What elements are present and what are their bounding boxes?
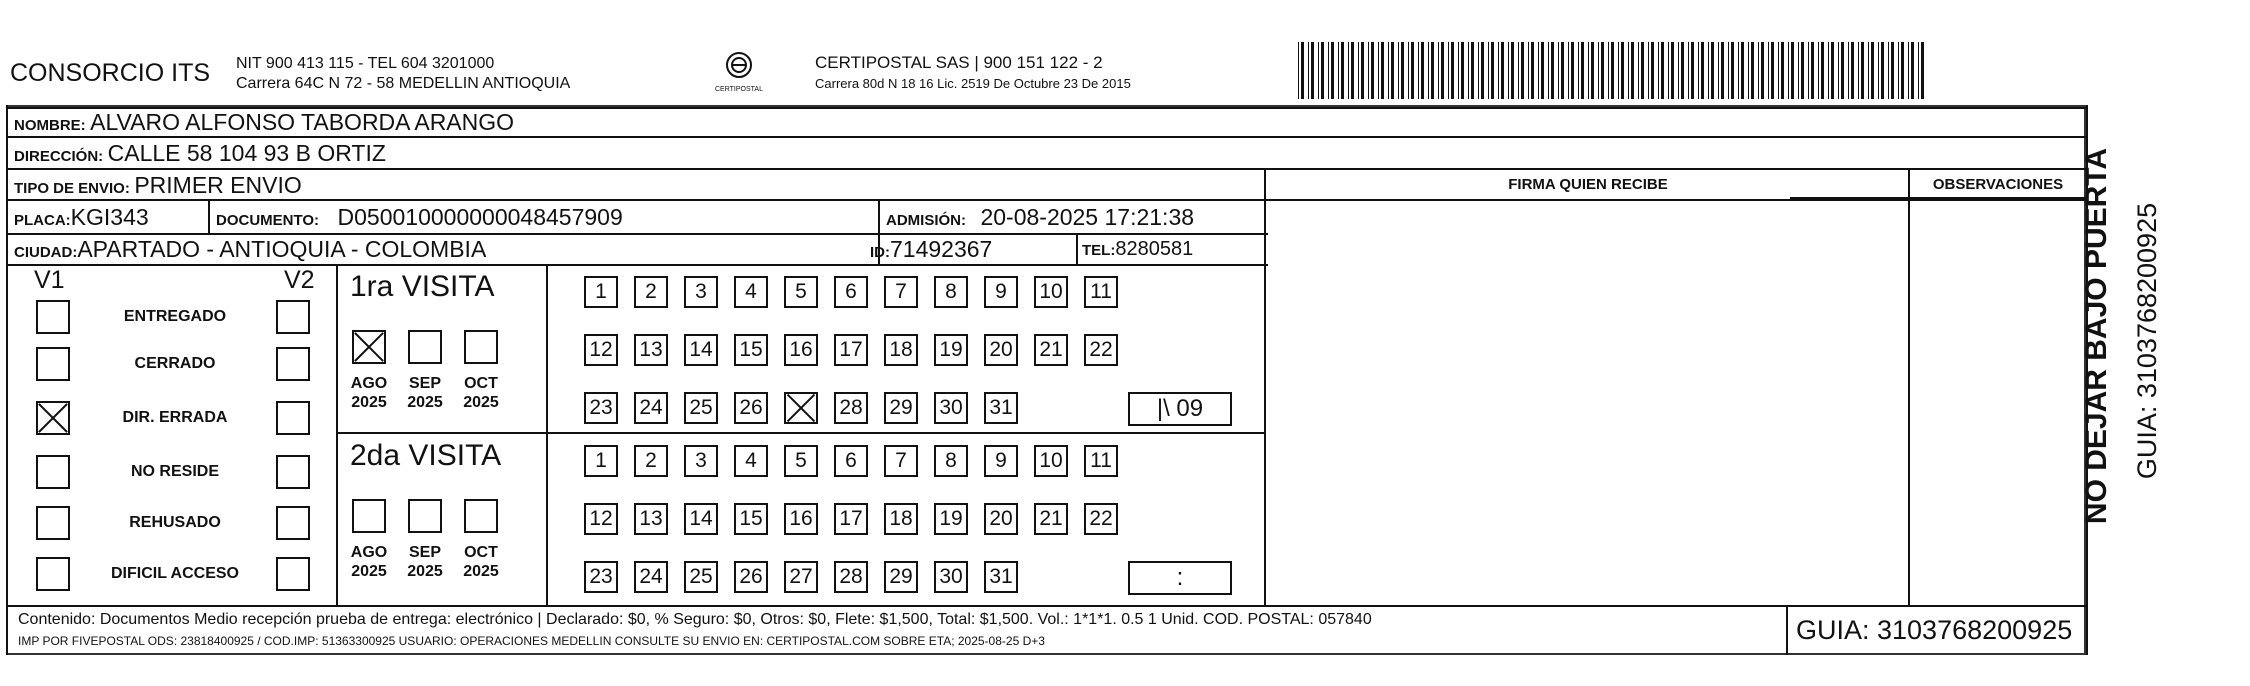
month-name: AGO	[350, 544, 388, 561]
day-box[interactable]: 25	[684, 561, 718, 593]
day-box[interactable]: 1	[584, 445, 618, 477]
month-name: OCT	[464, 544, 498, 561]
admision-field	[886, 204, 1194, 231]
documento-value: D050010000000048457909	[337, 204, 623, 230]
month-name: SEP	[408, 375, 441, 392]
col-divider	[1076, 233, 1078, 264]
day-box[interactable]: 7	[884, 276, 918, 308]
company-name: CONSORCIO ITS	[10, 59, 211, 87]
day-box[interactable]: 7	[884, 445, 918, 477]
barcode-graphic	[1298, 42, 1936, 99]
col-divider	[1264, 168, 1266, 605]
day-box[interactable]: 9	[984, 445, 1018, 477]
col-divider	[546, 264, 548, 605]
day-box[interactable]: 17	[834, 334, 868, 366]
day-box[interactable]: 11	[1084, 445, 1118, 477]
day-box[interactable]: 3	[684, 445, 718, 477]
tipo-envio-value: PRIMER ENVIO	[134, 172, 302, 198]
status-label: DIR. ERRADA	[122, 409, 228, 426]
day-box[interactable]: 26	[734, 561, 768, 593]
day-box[interactable]: 15	[734, 334, 768, 366]
day-box[interactable]: 24	[634, 561, 668, 593]
month-label	[400, 374, 450, 412]
tel-label: TEL:	[1082, 242, 1116, 259]
tel-field	[1082, 238, 1193, 261]
v2-checkbox[interactable]	[276, 347, 310, 381]
v1-checkbox[interactable]	[36, 506, 70, 540]
documento-field	[216, 204, 623, 231]
status-label: CERRADO	[134, 355, 216, 372]
v2-checkbox[interactable]	[276, 557, 310, 591]
month-year: 2025	[407, 563, 443, 580]
id-field	[870, 236, 992, 263]
side-guia: GUIA: 3103768200925	[2132, 202, 2162, 480]
month-label	[344, 543, 394, 581]
day-box[interactable]: 27	[784, 561, 818, 593]
day-box[interactable]: 30	[934, 392, 968, 424]
status-label: ENTREGADO	[123, 308, 227, 325]
id-value: 71492367	[890, 236, 993, 262]
time-box[interactable]: :	[1128, 561, 1232, 595]
day-box[interactable]: 15	[734, 503, 768, 535]
certipostal-line: CERTIPOSTAL SAS | 900 151 122 - 2	[815, 53, 1103, 72]
row-divider	[8, 136, 2088, 138]
certipostal-logo	[710, 50, 768, 96]
v1-checkbox[interactable]	[36, 347, 70, 381]
day-box[interactable]: 31	[984, 392, 1018, 424]
side-warning: NO DEJAR BAJO PUERTA	[2080, 147, 2113, 525]
day-box[interactable]: 30	[934, 561, 968, 593]
v1-checkbox[interactable]	[36, 455, 70, 489]
firma-header: FIRMA QUIEN RECIBE	[1508, 176, 1668, 193]
v2-checkbox[interactable]	[276, 401, 310, 435]
month-checkbox[interactable]	[352, 499, 386, 533]
col-divider	[1786, 605, 1788, 655]
day-box[interactable]: 4	[734, 276, 768, 308]
day-box[interactable]: 28	[834, 561, 868, 593]
month-label	[456, 374, 506, 412]
v1-header: V1	[34, 266, 65, 294]
nombre-row	[14, 109, 514, 136]
day-box[interactable]: 25	[684, 392, 718, 424]
status-label: NO RESIDE	[130, 463, 219, 480]
row-divider	[8, 264, 1268, 266]
col-divider	[336, 264, 338, 605]
admision-label: ADMISIÓN:	[886, 212, 966, 229]
footer-guia: GUIA: 3103768200925	[1796, 615, 2073, 645]
placa-field	[14, 204, 149, 231]
direccion-row	[14, 140, 386, 167]
v1-checkbox[interactable]	[36, 401, 70, 435]
ciudad-field	[14, 236, 486, 263]
visit-title: 1ra VISITA	[350, 270, 495, 303]
row-divider	[1790, 197, 2088, 199]
barcode	[1298, 42, 1936, 99]
day-box[interactable]: 18	[884, 503, 918, 535]
day-box[interactable]: 29	[884, 561, 918, 593]
ciudad-label: CIUDAD:	[14, 244, 78, 261]
day-box[interactable]: 1	[584, 276, 618, 308]
day-box[interactable]	[784, 392, 818, 424]
month-checkbox[interactable]	[408, 499, 442, 533]
day-box[interactable]: 21	[1034, 334, 1068, 366]
day-box[interactable]: 16	[784, 503, 818, 535]
tipo-envio-row	[14, 172, 302, 199]
col-divider	[208, 199, 210, 233]
day-box[interactable]: 11	[1084, 276, 1118, 308]
tel-value: 8280581	[1115, 238, 1194, 260]
day-box[interactable]: 26	[734, 392, 768, 424]
month-checkbox[interactable]	[464, 330, 498, 364]
month-checkbox[interactable]	[408, 330, 442, 364]
row-divider	[8, 199, 2088, 201]
day-box[interactable]: 9	[984, 276, 1018, 308]
placa-label: PLACA:	[14, 212, 71, 229]
month-year: 2025	[351, 563, 387, 580]
month-label	[344, 374, 394, 412]
month-checkbox[interactable]	[464, 499, 498, 533]
day-box[interactable]: 20	[984, 334, 1018, 366]
license-line: Carrera 80d N 18 16 Lic. 2519 De Octubre 23 De 2015	[815, 76, 1131, 91]
time-box[interactable]: |\ 09	[1128, 392, 1232, 426]
row-divider	[8, 233, 1268, 235]
month-year: 2025	[407, 394, 443, 411]
placa-value: KGI343	[70, 204, 149, 230]
imp-text: IMP POR FIVEPOSTAL ODS: 23818400925 / COD.IMP: 51363300925 USUARIO: OPERACIONES MEDELLIN CONSULTE SU ENVIO EN: CERTIPOSTAL.COM SOBRE ETA; 2025-08-25 D+3	[18, 634, 1045, 648]
visit-title: 2da VISITA	[350, 439, 502, 472]
day-box[interactable]: 20	[984, 503, 1018, 535]
v2-checkbox[interactable]	[276, 300, 310, 334]
day-box[interactable]: 10	[1034, 276, 1068, 308]
day-box[interactable]: 10	[1034, 445, 1068, 477]
day-box[interactable]: 22	[1084, 503, 1118, 535]
row-divider	[8, 605, 2088, 607]
month-name: OCT	[464, 375, 498, 392]
day-box[interactable]: 19	[934, 334, 968, 366]
day-box[interactable]: 5	[784, 445, 818, 477]
day-box[interactable]: 2	[634, 276, 668, 308]
certipostal-logo-icon	[724, 50, 754, 80]
day-box[interactable]: 17	[834, 503, 868, 535]
day-box[interactable]: 16	[784, 334, 818, 366]
direccion-value: CALLE 58 104 93 B ORTIZ	[107, 140, 386, 166]
day-box[interactable]: 23	[584, 392, 618, 424]
v1-checkbox[interactable]	[36, 557, 70, 591]
day-box[interactable]: 14	[684, 334, 718, 366]
day-box[interactable]: 21	[1034, 503, 1068, 535]
row-divider	[8, 168, 2088, 170]
month-checkbox[interactable]	[352, 330, 386, 364]
company-address: Carrera 64C N 72 - 58 MEDELLIN ANTIOQUIA	[236, 75, 571, 92]
nombre-label: NOMBRE:	[14, 117, 86, 134]
day-box[interactable]: 12	[584, 334, 618, 366]
company-nit: NIT 900 413 115 - TEL 604 3201000	[236, 55, 495, 72]
admision-value: 20-08-2025 17:21:38	[980, 204, 1195, 230]
v2-header: V2	[284, 266, 315, 294]
day-box[interactable]: 12	[584, 503, 618, 535]
status-label: DIFICIL ACCESO	[110, 565, 239, 582]
month-year: 2025	[351, 394, 387, 411]
day-box[interactable]: 2	[634, 445, 668, 477]
day-box[interactable]: 13	[634, 503, 668, 535]
day-box[interactable]: 18	[884, 334, 918, 366]
direccion-label: DIRECCIÓN:	[14, 148, 104, 165]
tipo-envio-label: TIPO DE ENVIO:	[14, 180, 130, 197]
col-divider	[1908, 168, 1910, 605]
logo-text: CERTIPOSTAL	[715, 86, 763, 93]
day-box[interactable]: 19	[934, 503, 968, 535]
status-label: REHUSADO	[129, 514, 221, 531]
day-box[interactable]: 22	[1084, 334, 1118, 366]
day-box[interactable]: 31	[984, 561, 1018, 593]
day-box[interactable]: 6	[834, 276, 868, 308]
day-box[interactable]: 29	[884, 392, 918, 424]
ciudad-value: APARTADO - ANTIOQUIA - COLOMBIA	[77, 236, 487, 262]
documento-label: DOCUMENTO:	[216, 212, 320, 229]
id-label: ID:	[870, 244, 890, 261]
day-box[interactable]: 8	[934, 445, 968, 477]
day-box[interactable]: 28	[834, 392, 868, 424]
day-box[interactable]: 4	[734, 445, 768, 477]
v1-checkbox[interactable]	[36, 300, 70, 334]
month-year: 2025	[463, 563, 499, 580]
month-name: AGO	[350, 375, 388, 392]
day-box[interactable]: 3	[684, 276, 718, 308]
row-divider	[336, 432, 1266, 434]
month-name: SEP	[408, 544, 441, 561]
nombre-value: ALVARO ALFONSO TABORDA ARANGO	[90, 109, 515, 135]
col-divider	[6, 105, 8, 655]
day-box[interactable]: 23	[584, 561, 618, 593]
observaciones-header: OBSERVACIONES	[1932, 176, 2064, 193]
month-label	[400, 543, 450, 581]
day-box[interactable]: 13	[634, 334, 668, 366]
day-box[interactable]: 6	[834, 445, 868, 477]
day-box[interactable]: 14	[684, 503, 718, 535]
month-label	[456, 543, 506, 581]
day-box[interactable]: 8	[934, 276, 968, 308]
month-year: 2025	[463, 394, 499, 411]
v2-checkbox[interactable]	[276, 506, 310, 540]
day-box[interactable]: 24	[634, 392, 668, 424]
day-box[interactable]: 5	[784, 276, 818, 308]
v2-checkbox[interactable]	[276, 455, 310, 489]
contenido-text: Contenido: Documentos Medio recepción prueba de entrega: electrónico | Declarado: $0, % Seguro: $0, Otros: $0, Flete: $1,500, Total: $1,500. Vol.: 1*1*1. 0.5 1 Unid. COD. POSTAL: 057840	[18, 611, 1372, 628]
